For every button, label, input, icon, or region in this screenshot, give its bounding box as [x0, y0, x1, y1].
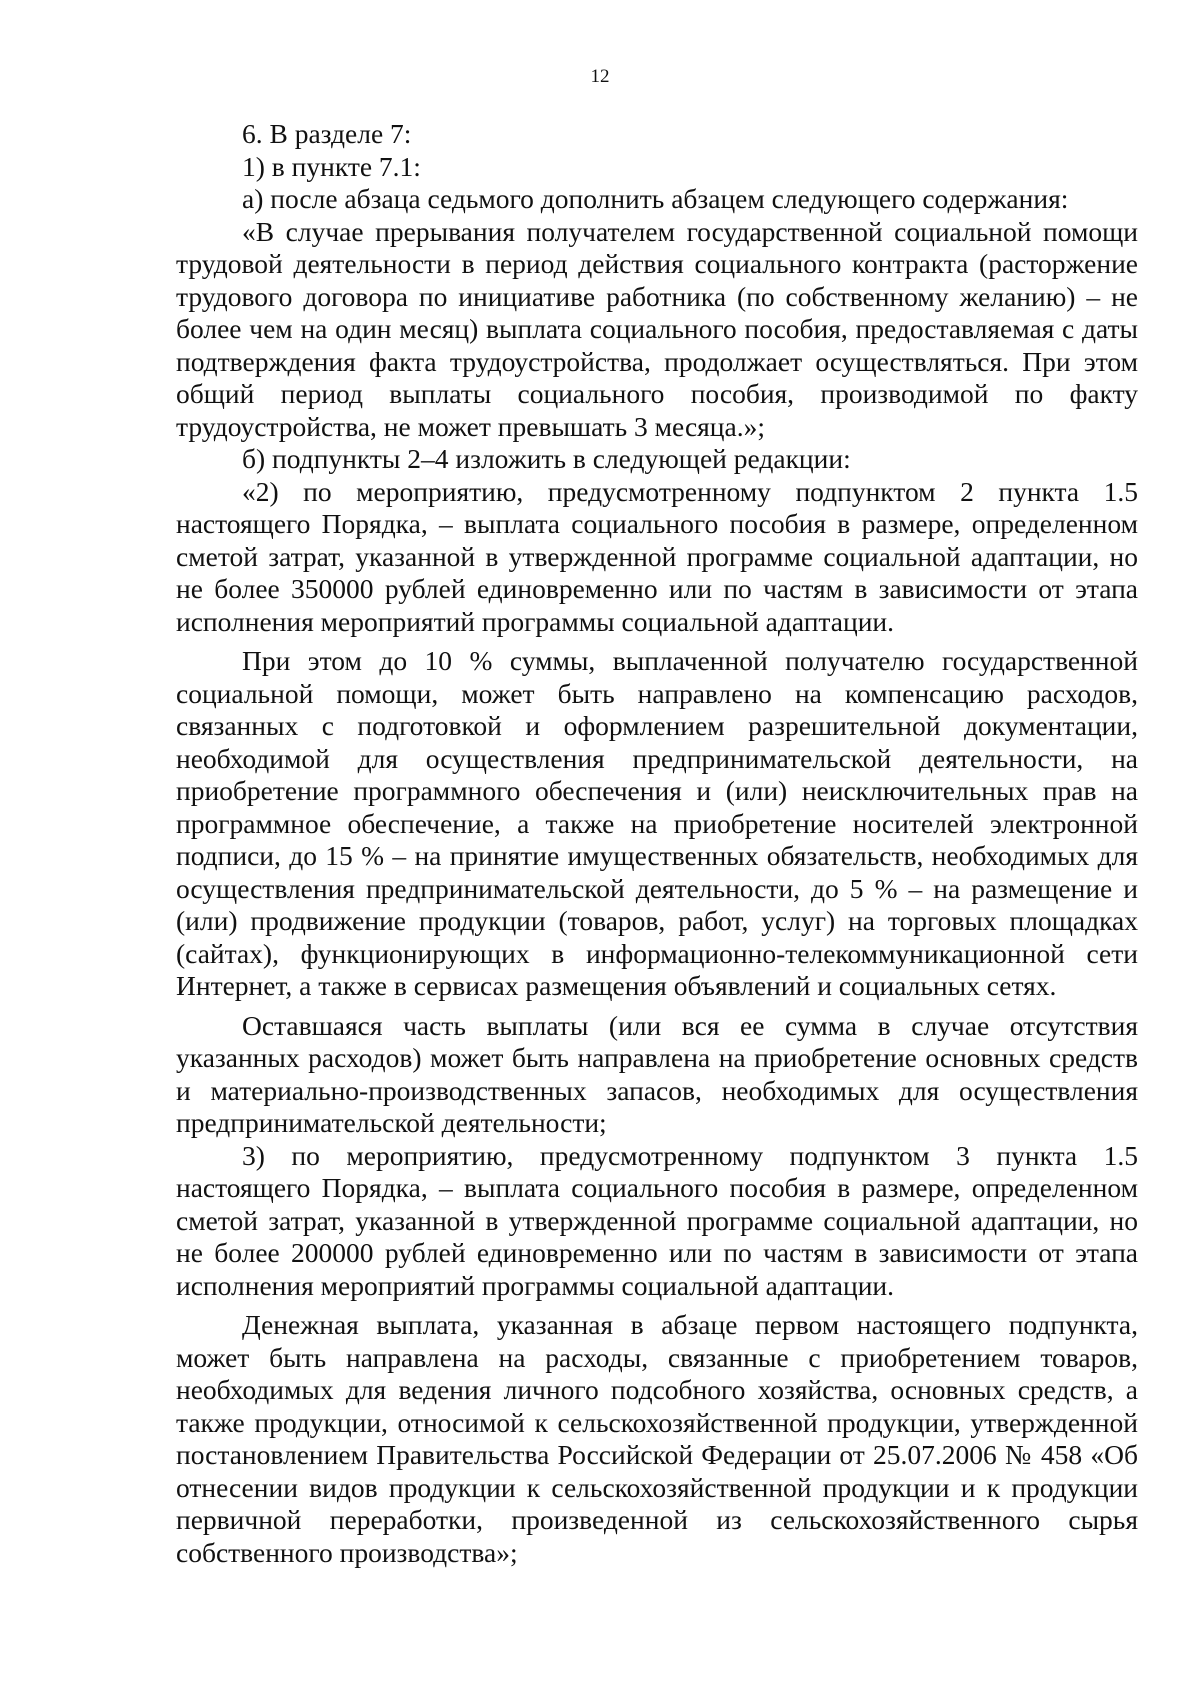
document-body — [176, 118, 1138, 1569]
subsection-item: 1) в пункте 7.1: — [242, 150, 421, 182]
amendment-item-b: б) подпункты 2–4 изложить в следующей редакции: — [242, 443, 851, 474]
amendment-item-a: а) после абзаца седьмого дополнить абзацем следующего содержания: — [242, 183, 1069, 214]
section-heading: 6. В разделе 7: — [242, 118, 412, 149]
amendment-text-paragraph: «В случае прерывания получателем государственной социальной помощи трудовой деятельности в период действия социального контракта (расторжение трудового договора по инициативе работника (по собственному желанию) – не более чем на один месяц) выплата социального пособия, предоставляемая с даты подтверждения факта трудоустройства, продолжает осуществляться. При этом общий период выплаты социального пособия, производимой по факту трудоустройства, не может превышать 3 месяца.»; — [176, 215, 1138, 442]
subitem-3-paragraph: 3) по мероприятию, предусмотренному подпунктом 3 пункта 1.5 настоящего Порядка, – выплата социального пособия в размере, определенном сметой затрат, указанной в утвержденной программе социальной адаптации, но не более 200000 рублей единовременно или по частям в зависимости от этапа исполнения мероприятий программы социальной адаптации. — [176, 1139, 1138, 1301]
expenses-paragraph: При этом до 10 % суммы, выплаченной получателю государственной социальной помощи, может быть направлено на компенсацию расходов, связанных с подготовкой и оформлением разрешительной документации, необходимой для осуществления предпринимательской деятельности, на приобретение программного обеспечения и (или) неисключительных прав на программное обеспечение, а также на приобретение носителей электронной подписи, до 15 % – на принятие имущественных обязательств, необходимых для осуществления предпринимательской деятельности, до 5 % – на размещение и (или) продвижение продукции (товаров, работ, услуг) на торговых площадках (сайтах), функционирующих в информационно-телекоммуникационной сети Интернет, а также в сервисах размещения объявлений и социальных сетях. — [176, 645, 1138, 1001]
subitem-2-paragraph: «2) по мероприятию, предусмотренному подпунктом 2 пункта 1.5 настоящего Порядка, – выплата социального пособия в размере, определенном сметой затрат, указанной в утвержденной программе социальной адаптации, но не более 350000 рублей единовременно или по частям в зависимости от этапа исполнения мероприятий программы социальной адаптации. — [176, 475, 1138, 637]
remaining-payment-paragraph: Оставшаяся часть выплаты (или вся ее сумма в случае отсутствия указанных расходов) может быть направлена на приобретение основных средств и материально-производственных запасов, необходимых для осуществления предпринимательской деятельности; — [176, 1009, 1138, 1138]
cash-payment-paragraph: Денежная выплата, указанная в абзаце первом настоящего подпункта, может быть направлена на расходы, связанные с приобретением товаров, необходимых для ведения личного подсобного хозяйства, основных средств, а также продукции, относимой к сельскохозяйственной продукции, утвержденной постановлением Правительства Российской Федерации от 25.07.2006 № 458 «Об отнесении видов продукции к сельскохозяйственной продукции и к продукции первичной переработки, произведенной из сельскохозяйственного сырья собственного производства»; — [176, 1309, 1138, 1568]
page-number: 12 — [590, 66, 610, 87]
